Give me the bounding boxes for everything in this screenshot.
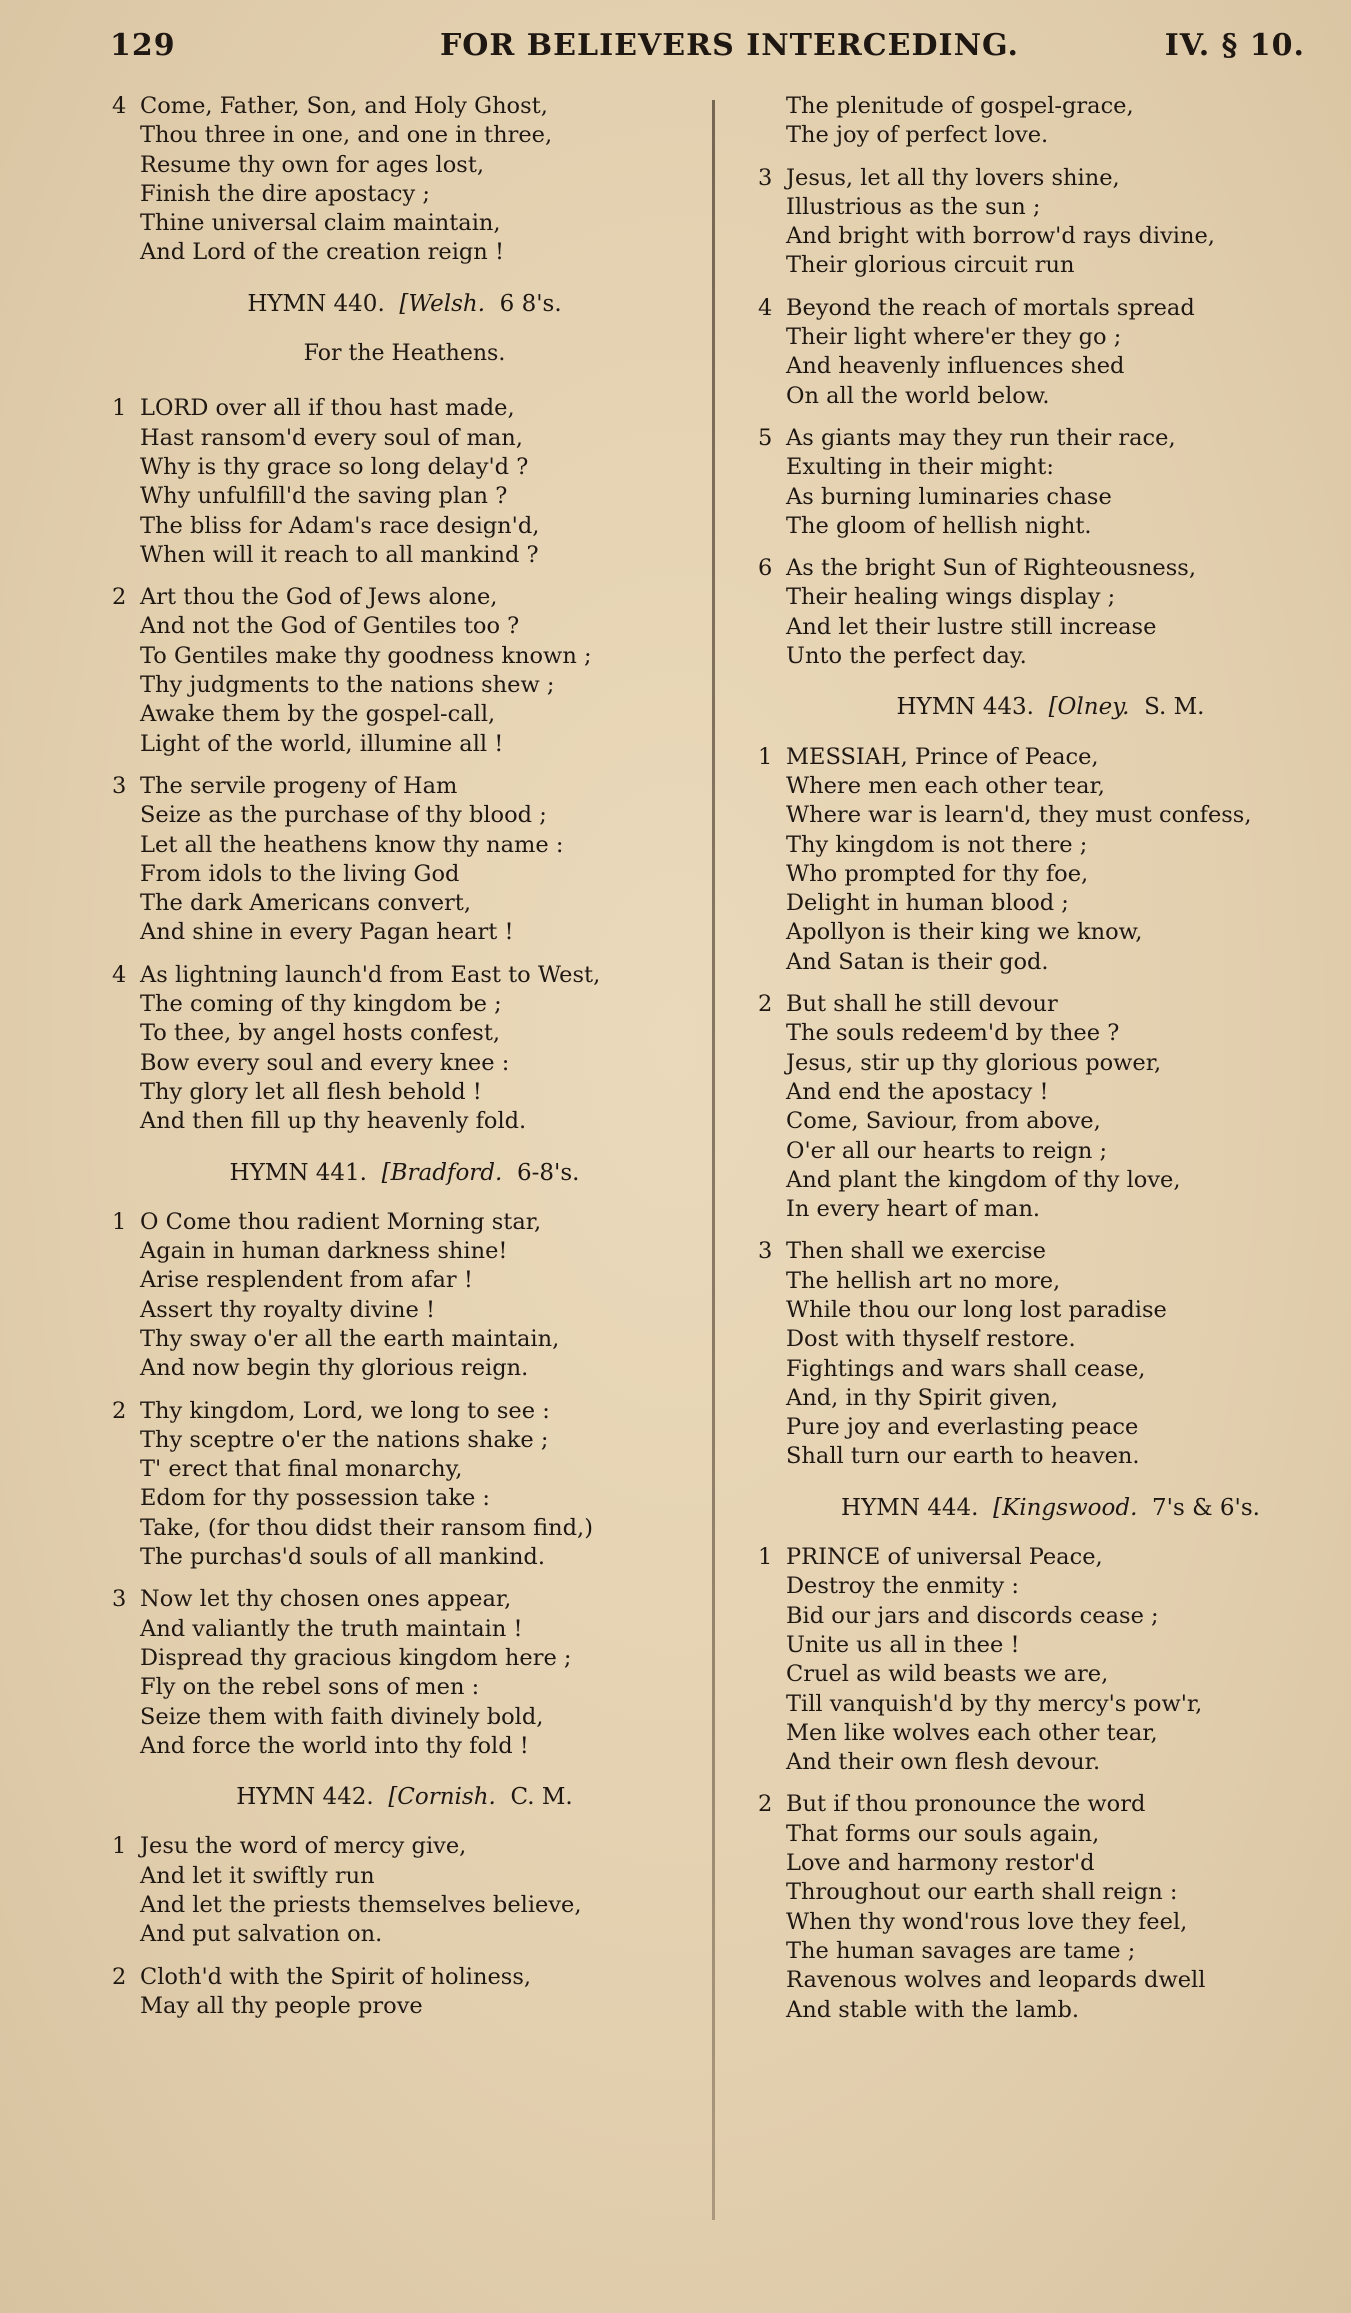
stanza xyxy=(112,1397,697,1573)
verse-line xyxy=(758,772,1343,801)
meter: S. M. xyxy=(1144,694,1205,721)
verse-line xyxy=(758,193,1343,222)
verse-line xyxy=(112,961,697,990)
running-head xyxy=(110,28,1311,68)
verse-line xyxy=(758,1748,1343,1777)
verse-line xyxy=(758,1137,1343,1166)
verse-line xyxy=(758,1631,1343,1660)
verse-line xyxy=(112,831,697,860)
verse-line xyxy=(112,424,697,453)
stanza xyxy=(758,1237,1343,1471)
verse-text: Their glorious circuit run xyxy=(786,252,1075,279)
verse-line xyxy=(758,1355,1343,1384)
verse-text: Men like wolves each other tear, xyxy=(786,1719,1158,1746)
verse-text: Till vanquish'd by thy mercy's pow'r, xyxy=(786,1690,1203,1717)
verse-line xyxy=(112,671,697,700)
verse-text: Jesu the word of mercy give, xyxy=(140,1833,467,1860)
verse-line xyxy=(758,92,1343,121)
verse-line xyxy=(112,1078,697,1107)
verse-line xyxy=(112,1703,697,1732)
verse-text: Hast ransom'd every soul of man, xyxy=(140,424,523,451)
stanza-number: 2 xyxy=(112,584,127,611)
verse-line xyxy=(758,1166,1343,1195)
stanza-number: 3 xyxy=(112,1586,127,1613)
tune-name: [Cornish. xyxy=(388,1784,496,1811)
verse-line xyxy=(112,1397,697,1426)
verse-line xyxy=(758,121,1343,150)
verse-text: Dost with thyself restore. xyxy=(786,1326,1076,1353)
verse-text: The dark Americans convert, xyxy=(140,890,471,917)
verse-line xyxy=(758,1790,1343,1819)
stanza-number: 6 xyxy=(758,555,773,582)
verse-text: Fly on the rebel sons of men : xyxy=(140,1674,480,1701)
stanza-number: 3 xyxy=(112,772,127,799)
stanza xyxy=(112,1585,697,1761)
verse-text: The purchas'd souls of all mankind. xyxy=(140,1544,545,1571)
verse-line xyxy=(758,352,1343,381)
hymn-number: HYMN 441. xyxy=(229,1159,367,1186)
stanza-number: 4 xyxy=(112,961,127,988)
verse-text: Fightings and wars shall cease, xyxy=(786,1355,1146,1382)
verse-text: Bid our jars and discords cease ; xyxy=(786,1602,1159,1629)
stanza-number: 2 xyxy=(758,1791,773,1818)
verse-line xyxy=(112,1208,697,1237)
verse-line xyxy=(758,1267,1343,1296)
verse-text: Resume thy own for ages lost, xyxy=(140,151,485,178)
verse-text: That forms our souls again, xyxy=(786,1820,1100,1847)
meter: 6 8's. xyxy=(499,290,562,317)
hymn-440-body xyxy=(112,394,697,1136)
verse-text: And put salvation on. xyxy=(140,1921,383,1948)
verse-text: Seize as the purchase of thy blood ; xyxy=(140,802,547,829)
verse-line xyxy=(758,801,1343,830)
verse-text: Thy judgments to the nations shew ; xyxy=(140,672,555,699)
verse-text: T' erect that final monarchy, xyxy=(140,1456,463,1483)
verse-line xyxy=(112,92,697,121)
hymn-442-heading xyxy=(112,1783,697,1812)
verse-line xyxy=(112,1585,697,1614)
verse-line xyxy=(112,642,697,671)
verse-line xyxy=(758,613,1343,642)
verse-text: Delight in human blood ; xyxy=(786,890,1069,917)
verse-text: Dispread thy gracious kingdom here ; xyxy=(140,1644,572,1671)
verse-line xyxy=(112,1266,697,1295)
verse-line xyxy=(112,394,697,423)
verse-line xyxy=(758,1325,1343,1354)
stanza xyxy=(112,1208,697,1384)
verse-text: To thee, by angel hosts confest, xyxy=(140,1020,501,1047)
verse-text: Why is thy grace so long delay'd ? xyxy=(140,453,529,480)
verse-line xyxy=(112,1354,697,1383)
verse-line xyxy=(112,1732,697,1761)
verse-line xyxy=(112,1644,697,1673)
verse-text: And their own flesh devour. xyxy=(786,1749,1101,1776)
verse-line xyxy=(758,554,1343,583)
verse-line xyxy=(112,1484,697,1513)
verse-text: And Satan is their god. xyxy=(786,948,1049,975)
verse-text: Take, (for thou didst their ransom find,) xyxy=(140,1514,593,1541)
verse-line xyxy=(758,453,1343,482)
verse-line xyxy=(758,889,1343,918)
meter: C. M. xyxy=(510,1784,573,1811)
verse-line xyxy=(758,642,1343,671)
verse-text: Thy kingdom, Lord, we long to see : xyxy=(140,1397,550,1424)
stanza xyxy=(758,424,1343,541)
verse-line xyxy=(758,1572,1343,1601)
verse-text: And shine in every Pagan heart ! xyxy=(140,919,514,946)
verse-text: Illustrious as the sun ; xyxy=(786,193,1041,220)
verse-line xyxy=(112,209,697,238)
verse-text: Bow every soul and every knee : xyxy=(140,1049,510,1076)
verse-text: But shall he still devour xyxy=(786,991,1058,1018)
meter: 6-8's. xyxy=(516,1159,580,1186)
verse-text: And end the apostacy ! xyxy=(786,1078,1049,1105)
verse-text: And let it swiftly run xyxy=(140,1862,375,1889)
verse-line xyxy=(112,1325,697,1354)
verse-text: Light of the world, illumine all ! xyxy=(140,730,504,757)
verse-text: Pure joy and everlasting peace xyxy=(786,1414,1139,1441)
verse-line xyxy=(112,801,697,830)
verse-line xyxy=(758,323,1343,352)
verse-text: Thy kingdom is not there ; xyxy=(786,831,1088,858)
verse-text: Thou three in one, and one in three, xyxy=(140,122,553,149)
page-number: 129 xyxy=(110,28,176,63)
verse-text: And Lord of the creation reign ! xyxy=(140,239,504,266)
stanza-number: 1 xyxy=(758,743,773,770)
verse-line xyxy=(112,918,697,947)
verse-text: From idols to the living God xyxy=(140,860,460,887)
verse-line xyxy=(112,512,697,541)
verse-text: And stable with the lamb. xyxy=(786,1996,1080,2023)
verse-line xyxy=(112,772,697,801)
hymn-442-continued xyxy=(758,92,1343,671)
verse-line xyxy=(758,1966,1343,1995)
verse-line xyxy=(758,1543,1343,1572)
verse-line xyxy=(758,831,1343,860)
hymn-440-subtitle: For the Heathens. xyxy=(303,341,506,367)
verse-text: Now let thy chosen ones appear, xyxy=(140,1586,512,1613)
verse-text: But if thou pronounce the word xyxy=(786,1791,1146,1818)
verse-line xyxy=(112,1891,697,1920)
verse-line xyxy=(112,1543,697,1572)
verse-text: Shall turn our earth to heaven. xyxy=(786,1443,1140,1470)
verse-line xyxy=(112,1019,697,1048)
hymn-number: HYMN 443. xyxy=(896,694,1034,721)
verse-text: And then fill up thy heavenly fold. xyxy=(140,1108,527,1135)
verse-text: Let all the heathens know thy name : xyxy=(140,831,564,858)
stanza-number: 3 xyxy=(758,1238,773,1265)
verse-text: When will it reach to all mankind ? xyxy=(140,541,539,568)
verse-text: Cloth'd with the Spirit of holiness, xyxy=(140,1963,532,1990)
verse-line xyxy=(758,483,1343,512)
verse-text: The human savages are tame ; xyxy=(786,1937,1136,1964)
verse-line xyxy=(112,121,697,150)
verse-line xyxy=(758,294,1343,323)
tune-name: [Olney. xyxy=(1048,694,1130,721)
verse-line xyxy=(758,1384,1343,1413)
verse-line xyxy=(112,1049,697,1078)
verse-line xyxy=(758,990,1343,1019)
stanza-number: 4 xyxy=(758,294,773,321)
verse-line xyxy=(112,1296,697,1325)
verse-text: And force the world into thy fold ! xyxy=(140,1732,529,1759)
verse-text: As burning luminaries chase xyxy=(786,483,1112,510)
verse-line xyxy=(758,1908,1343,1937)
verse-text: Then shall we exercise xyxy=(786,1238,1046,1265)
verse-text: And, in thy Spirit given, xyxy=(786,1384,1059,1411)
left-column xyxy=(112,92,697,2034)
verse-text: Cruel as wild beasts we are, xyxy=(786,1661,1109,1688)
verse-text: Edom for thy possession take : xyxy=(140,1485,491,1512)
verse-line xyxy=(758,743,1343,772)
stanza-number: 2 xyxy=(112,1397,127,1424)
stanza xyxy=(112,92,697,268)
stanza-number: 5 xyxy=(758,424,773,451)
stanza-number: 2 xyxy=(758,991,773,1018)
verse-line xyxy=(112,730,697,759)
stanza-number: 3 xyxy=(758,164,773,191)
verse-text: And heavenly influences shed xyxy=(786,353,1125,380)
section-marker: IV. § 10. xyxy=(1164,28,1305,63)
stanza-number: 1 xyxy=(112,395,127,422)
stanza xyxy=(758,92,1343,151)
verse-line xyxy=(758,1019,1343,1048)
stanza xyxy=(112,1832,697,1949)
verse-line xyxy=(112,541,697,570)
hymn-440-heading xyxy=(112,290,697,319)
hymn-number: HYMN 442. xyxy=(236,1784,374,1811)
verse-text: Where war is learn'd, they must confess, xyxy=(786,802,1252,829)
verse-text: May all thy people prove xyxy=(140,1992,423,2019)
verse-line xyxy=(758,1849,1343,1878)
verse-text: Unto the perfect day. xyxy=(786,643,1027,670)
verse-line xyxy=(758,918,1343,947)
stanza xyxy=(112,394,697,570)
stanza xyxy=(112,1963,697,2022)
hymn-441-body xyxy=(112,1208,697,1761)
verse-line xyxy=(758,1442,1343,1471)
verse-text: Jesus, stir up thy glorious power, xyxy=(786,1049,1162,1076)
verse-text: Finish the dire apostacy ; xyxy=(140,180,430,207)
verse-text: In every heart of man. xyxy=(786,1196,1041,1223)
verse-text: O Come thou radient Morning star, xyxy=(140,1208,542,1235)
verse-text: As the bright Sun of Righteousness, xyxy=(786,555,1196,582)
verse-line xyxy=(758,1602,1343,1631)
verse-line xyxy=(758,1195,1343,1224)
verse-line xyxy=(112,1615,697,1644)
verse-line xyxy=(758,424,1343,453)
verse-text: The joy of perfect love. xyxy=(786,122,1049,149)
verse-line xyxy=(758,382,1343,411)
verse-line xyxy=(758,1107,1343,1136)
stanza xyxy=(758,164,1343,281)
verse-text: When thy wond'rous love they feel, xyxy=(786,1908,1188,1935)
verse-line xyxy=(758,1996,1343,2025)
verse-text: O'er all our hearts to reign ; xyxy=(786,1137,1108,1164)
stanza xyxy=(758,554,1343,671)
verse-text: Come, Saviour, from above, xyxy=(786,1108,1101,1135)
right-column xyxy=(758,92,1343,2038)
verse-line xyxy=(112,1832,697,1861)
verse-text: Art thou the God of Jews alone, xyxy=(140,584,498,611)
verse-line xyxy=(112,700,697,729)
verse-line xyxy=(112,180,697,209)
verse-line xyxy=(758,1690,1343,1719)
verse-line xyxy=(112,238,697,267)
verse-line xyxy=(112,1673,697,1702)
verse-line xyxy=(758,1660,1343,1689)
verse-line xyxy=(112,1963,697,1992)
hymn-439-ending xyxy=(112,92,697,268)
verse-text: Again in human darkness shine! xyxy=(140,1238,508,1265)
hymn-441-heading xyxy=(112,1159,697,1188)
verse-text: MESSIAH, Prince of Peace, xyxy=(786,743,1099,770)
verse-text: Awake them by the gospel-call, xyxy=(140,701,496,728)
verse-text: Throughout our earth shall reign : xyxy=(786,1879,1178,1906)
verse-text: Seize them with faith divinely bold, xyxy=(140,1703,544,1730)
verse-text: And plant the kingdom of thy love, xyxy=(786,1166,1181,1193)
tune-name: [Welsh. xyxy=(399,290,486,317)
stanza xyxy=(758,743,1343,977)
verse-text: The plenitude of gospel-grace, xyxy=(786,93,1134,119)
verse-line xyxy=(758,583,1343,612)
verse-text: LORD over all if thou hast made, xyxy=(140,395,515,422)
verse-text: While thou our long lost paradise xyxy=(786,1296,1167,1323)
verse-text: Thy sway o'er all the earth maintain, xyxy=(140,1325,560,1352)
verse-line xyxy=(758,164,1343,193)
verse-line xyxy=(112,990,697,1019)
verse-text: Ravenous wolves and leopards dwell xyxy=(786,1967,1206,1994)
verse-text: The hellish art no more, xyxy=(786,1267,1061,1294)
stanza xyxy=(112,961,697,1137)
hymn-444-body xyxy=(758,1543,1343,2025)
tune-name: [Bradford. xyxy=(381,1159,503,1186)
verse-line xyxy=(758,1237,1343,1266)
verse-text: The servile progeny of Ham xyxy=(140,772,458,799)
verse-line xyxy=(758,222,1343,251)
verse-text: PRINCE of universal Peace, xyxy=(786,1544,1103,1571)
verse-text: To Gentiles make thy goodness known ; xyxy=(140,642,592,669)
verse-line xyxy=(112,583,697,612)
verse-line xyxy=(112,1992,697,2021)
verse-text: Assert thy royalty divine ! xyxy=(140,1296,436,1323)
verse-line xyxy=(758,860,1343,889)
verse-text: And bright with borrow'd rays divine, xyxy=(786,223,1215,250)
verse-line xyxy=(112,889,697,918)
verse-text: And let the priests themselves believe, xyxy=(140,1892,582,1919)
verse-text: Destroy the enmity : xyxy=(786,1573,1019,1600)
verse-text: Thy sceptre o'er the nations shake ; xyxy=(140,1426,549,1453)
verse-line xyxy=(112,860,697,889)
verse-line xyxy=(758,1878,1343,1907)
stanza xyxy=(758,1543,1343,1777)
meter: 7's & 6's. xyxy=(1152,1494,1260,1521)
hymn-443-heading xyxy=(758,693,1343,722)
hymn-number: HYMN 444. xyxy=(841,1494,979,1521)
stanza xyxy=(112,583,697,759)
hymn-443-body xyxy=(758,743,1343,1472)
stanza-number: 1 xyxy=(112,1833,127,1860)
verse-line xyxy=(758,1719,1343,1748)
verse-text: Love and harmony restor'd xyxy=(786,1850,1095,1877)
verse-line xyxy=(112,1862,697,1891)
verse-text: As giants may they run their race, xyxy=(786,424,1176,451)
stanza xyxy=(758,294,1343,411)
verse-line xyxy=(112,1514,697,1543)
stanza-number: 2 xyxy=(112,1963,127,1990)
stanza xyxy=(112,772,697,948)
verse-text: And now begin thy glorious reign. xyxy=(140,1355,529,1382)
stanza xyxy=(758,1790,1343,2024)
verse-text: Where men each other tear, xyxy=(786,772,1105,799)
verse-line xyxy=(758,251,1343,280)
hymn-444-heading xyxy=(758,1494,1343,1523)
verse-line xyxy=(758,1937,1343,1966)
verse-line xyxy=(112,1455,697,1484)
verse-line xyxy=(758,1049,1343,1078)
column-divider xyxy=(712,100,715,2220)
hymn-number: HYMN 440. xyxy=(247,290,385,317)
running-title: FOR BELIEVERS INTERCEDING. xyxy=(440,28,1019,63)
verse-text: The souls redeem'd by thee ? xyxy=(786,1020,1120,1047)
verse-text: Exulting in their might: xyxy=(786,454,1054,481)
verse-text: And let their lustre still increase xyxy=(786,613,1157,640)
stanza xyxy=(758,990,1343,1224)
verse-text: Their healing wings display ; xyxy=(786,584,1116,611)
verse-text: As lightning launch'd from East to West, xyxy=(140,961,601,988)
verse-text: Unite us all in thee ! xyxy=(786,1631,1020,1658)
verse-text: Apollyon is their king we know, xyxy=(786,919,1143,946)
verse-line xyxy=(112,1107,697,1136)
hymn-442-body xyxy=(112,1832,697,2021)
verse-text: Why unfulfill'd the saving plan ? xyxy=(140,483,508,510)
verse-text: The bliss for Adam's race design'd, xyxy=(140,512,540,539)
tune-name: [Kingswood. xyxy=(993,1494,1138,1521)
verse-line xyxy=(758,1078,1343,1107)
verse-line xyxy=(112,1426,697,1455)
verse-text: And valiantly the truth maintain ! xyxy=(140,1615,523,1642)
verse-line xyxy=(112,151,697,180)
verse-text: Who prompted for thy foe, xyxy=(786,860,1089,887)
verse-line xyxy=(758,1820,1343,1849)
verse-text: Thy glory let all flesh behold ! xyxy=(140,1078,482,1105)
verse-line xyxy=(112,1237,697,1266)
verse-line xyxy=(758,1296,1343,1325)
stanza-number: 4 xyxy=(112,93,127,119)
verse-line xyxy=(758,948,1343,977)
verse-text: Beyond the reach of mortals spread xyxy=(786,294,1195,321)
verse-line xyxy=(758,512,1343,541)
verse-text: The gloom of hellish night. xyxy=(786,512,1092,539)
verse-line xyxy=(758,1413,1343,1442)
verse-text: Jesus, let all thy lovers shine, xyxy=(786,164,1120,191)
verse-text: The coming of thy kingdom be ; xyxy=(140,991,502,1018)
verse-line xyxy=(112,453,697,482)
verse-text: Their light where'er they go ; xyxy=(786,324,1122,351)
verse-text: And not the God of Gentiles too ? xyxy=(140,613,520,640)
verse-text: Thine universal claim maintain, xyxy=(140,210,501,237)
stanza-number: 1 xyxy=(758,1544,773,1571)
verse-line xyxy=(112,612,697,641)
verse-text: Arise resplendent from afar ! xyxy=(140,1267,473,1294)
stanza-number: 1 xyxy=(112,1208,127,1235)
verse-line xyxy=(112,1920,697,1949)
verse-line xyxy=(112,482,697,511)
verse-text: On all the world below. xyxy=(786,382,1050,409)
verse-text: Come, Father, Son, and Holy Ghost, xyxy=(140,93,548,119)
